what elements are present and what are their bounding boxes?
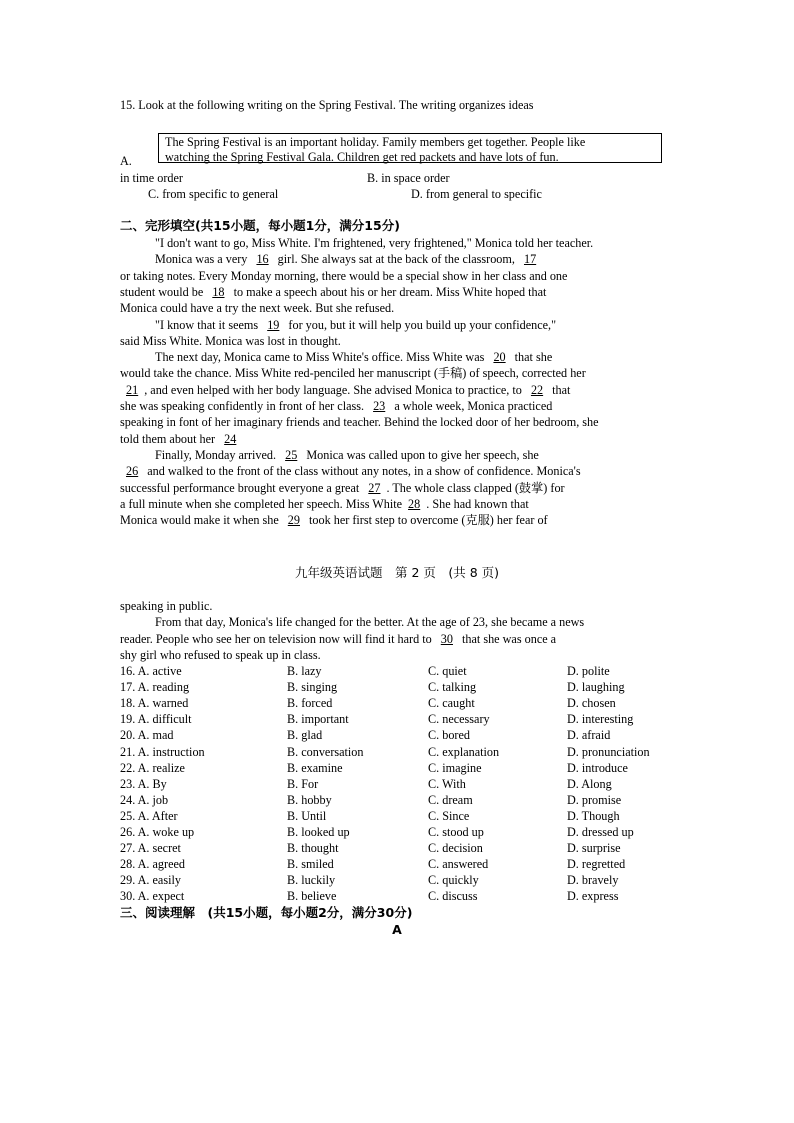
passage-text: Monica could have a try the next week. But she refused.	[120, 301, 395, 316]
passage-line	[120, 284, 546, 300]
passage-text: to make a speech about his or her dream. Miss White hoped that	[230, 284, 547, 299]
option-24-b: B. hobby	[287, 792, 332, 807]
passage-line	[120, 382, 570, 398]
passage-text: , and even helped with her body language. She advised Monica to practice, to	[144, 382, 525, 397]
blank-21: 21	[126, 382, 139, 397]
option-17-b: B. singing	[287, 680, 338, 695]
blank-23: 23	[373, 399, 386, 413]
passage-line	[120, 431, 242, 447]
option-row-23	[120, 776, 680, 792]
option-25-d: D. Though	[567, 808, 620, 823]
passage-text: "I know that it seems	[155, 317, 262, 332]
passage-line	[155, 349, 552, 365]
passage-text: girl. She always sat at the back of the classroom,	[274, 252, 518, 267]
passage-line	[155, 235, 593, 251]
option-22-d: D. introduce	[567, 760, 628, 775]
option-29-b: B. luckily	[287, 873, 336, 888]
option-row-27	[120, 840, 680, 856]
passage-text: she was speaking confidently in front of her class.	[120, 399, 368, 413]
q15-box-line1: The Spring Festival is an important holiday. Family members get together. People like	[165, 135, 586, 149]
option-row-18	[120, 695, 680, 711]
passage-text: shy girl who refused to speak up in class.	[120, 647, 321, 662]
passage-text: a whole week, Monica practiced	[391, 399, 553, 413]
option-21-d: D. pronunciation	[567, 744, 650, 759]
passage-text: speaking in public.	[120, 599, 213, 613]
option-21-b: B. conversation	[287, 744, 364, 759]
option-row-30	[120, 888, 680, 904]
option-19-a: 19. A. difficult	[120, 712, 192, 727]
page-footer: 九年级英语试题 第 2 页 (共 8 页)	[294, 565, 500, 580]
option-row-21	[120, 744, 680, 760]
option-18-d: D. chosen	[567, 696, 616, 711]
passage-line	[120, 496, 529, 512]
passage-text: and walked to the front of the class without any notes, in a show of confidence. Monica's	[144, 464, 581, 479]
passage-line	[120, 365, 586, 381]
passage-line	[120, 333, 341, 349]
passage-text: successful performance brought everyone a great	[120, 480, 363, 495]
option-21-a: 21. A. instruction	[120, 744, 205, 759]
option-26-b: B. looked up	[287, 825, 350, 839]
passage-line	[120, 647, 321, 663]
blank-24: 24	[224, 431, 237, 446]
option-18-a: 18. A. warned	[120, 696, 189, 711]
blank-19: 19	[267, 317, 280, 332]
option-16-b: B. lazy	[287, 664, 322, 678]
passage-text: told them about her	[120, 431, 219, 446]
blank-29: 29	[287, 513, 300, 528]
option-29-c: C. quickly	[428, 873, 479, 888]
passage-text: Monica was called upon to give her speech, she	[303, 447, 539, 462]
option-30-c: C. discuss	[428, 889, 478, 904]
passage-line	[120, 300, 394, 316]
passage-line	[120, 512, 548, 528]
option-24-a: 24. A. job	[120, 792, 169, 807]
passage-line	[155, 317, 556, 333]
q15-box-line2: watching the Spring Festival Gala. Children get red packets and have lots of fun.	[165, 150, 559, 164]
option-row-22	[120, 760, 680, 776]
q15-option-b: B. in space order	[367, 171, 450, 185]
passage-text: The next day, Monica came to Miss White's office. Miss White was	[155, 350, 488, 365]
option-20-d: D. afraid	[567, 728, 611, 743]
option-row-19	[120, 711, 680, 727]
option-19-d: D. interesting	[567, 712, 634, 727]
passage-line	[120, 398, 552, 414]
option-20-a: 20. A. mad	[120, 728, 174, 743]
passage-text: Finally, Monday arrived.	[155, 447, 280, 462]
blank-25: 25	[285, 447, 298, 462]
passage-text: that she	[511, 350, 553, 365]
option-19-c: C. necessary	[428, 712, 490, 727]
option-23-b: B. For	[287, 776, 319, 791]
q15-option-d: D. from general to specific	[411, 187, 542, 201]
q15-option-c: C. from specific to general	[148, 187, 279, 201]
passage-text: reader. People who see her on television now will find it hard to	[120, 631, 435, 646]
q15-writing-box	[158, 133, 662, 163]
option-26-c: C. stood up	[428, 825, 484, 839]
blank-22: 22	[530, 382, 544, 397]
option-23-a: 23. A. By	[120, 776, 167, 791]
option-25-b: B. Until	[287, 808, 327, 823]
option-29-d: D. bravely	[567, 873, 619, 888]
passage-line	[120, 414, 599, 430]
passage-line	[155, 251, 542, 267]
option-21-c: C. explanation	[428, 744, 500, 759]
option-28-a: 28. A. agreed	[120, 857, 185, 872]
option-24-c: C. dream	[428, 792, 473, 807]
option-29-a: 29. A. easily	[120, 873, 181, 888]
option-25-c: C. Since	[428, 808, 470, 823]
section2-heading: 二、完形填空(共15小题，每小题1分，满分15分)	[120, 218, 400, 233]
blank-28: 28	[408, 496, 421, 511]
passage-text: From that day, Monica's life changed for the better. At the age of 23, she became a news	[155, 615, 585, 630]
passage-text: Monica would make it when she	[120, 513, 282, 528]
option-26-a: 26. A. woke up	[120, 825, 195, 839]
option-row-26	[120, 824, 680, 840]
passage-text: that she was once a	[458, 631, 557, 646]
option-28-c: C. answered	[428, 857, 489, 872]
section3-sub: A	[392, 922, 402, 937]
q15-option-a-letter: A.	[120, 154, 132, 168]
option-22-b: B. examine	[287, 760, 343, 775]
passage-line	[155, 447, 539, 463]
option-18-b: B. forced	[287, 696, 333, 711]
option-20-c: C. bored	[428, 728, 470, 743]
option-24-d: D. promise	[567, 792, 622, 807]
option-27-c: C. decision	[428, 841, 483, 856]
option-19-b: B. important	[287, 712, 349, 727]
option-27-a: 27. A. secret	[120, 841, 181, 856]
option-25-a: 25. A. After	[120, 808, 178, 823]
blank-16: 16	[256, 252, 269, 267]
blank-20: 20	[493, 350, 506, 365]
option-row-16	[120, 663, 680, 679]
passage-text: took her first step to overcome (克服) her fear of	[305, 513, 548, 528]
option-17-c: C. talking	[428, 680, 477, 695]
blank-18: 18	[212, 284, 225, 299]
passage-line	[120, 268, 567, 284]
option-row-29	[120, 872, 680, 888]
passage-text: would take the chance. Miss White red-penciled her manuscript (手稿) of speech, corrected her	[120, 366, 586, 381]
option-27-d: D. surprise	[567, 841, 621, 856]
passage-line	[120, 463, 581, 479]
option-row-28	[120, 856, 680, 872]
passage-text: that	[549, 382, 571, 397]
option-row-20	[120, 727, 680, 743]
option-16-d: D. polite	[567, 664, 610, 678]
option-16-c: C. quiet	[428, 664, 467, 678]
option-23-c: C. With	[428, 776, 466, 791]
option-28-b: B. smiled	[287, 857, 334, 872]
blank-27: 27	[368, 480, 381, 495]
option-22-a: 22. A. realize	[120, 760, 185, 775]
option-27-b: B. thought	[287, 841, 339, 856]
passage-text: . She had known that	[426, 496, 529, 511]
option-28-d: D. regretted	[567, 857, 626, 872]
option-23-d: D. Along	[567, 776, 612, 791]
passage-text: said Miss White. Monica was lost in thought.	[120, 333, 341, 348]
passage-line	[120, 480, 565, 496]
q15-stem: 15. Look at the following writing on the Spring Festival. The writing organizes ideas	[120, 98, 534, 112]
option-26-d: D. dressed up	[567, 825, 634, 839]
option-16-a: 16. A. active	[120, 664, 182, 678]
passage-text: a full minute when she completed her speech. Miss White	[120, 496, 403, 511]
passage-text: student would be	[120, 284, 207, 299]
option-row-25	[120, 808, 680, 824]
passage-text: "I don't want to go, Miss White. I'm frightened, very frightened," Monica told her teacher.	[155, 236, 594, 250]
blank-17: 17	[523, 252, 537, 267]
passage-text: Monica was a very	[155, 252, 251, 267]
option-row-17	[120, 679, 680, 695]
option-row-24	[120, 792, 680, 808]
option-18-c: C. caught	[428, 696, 475, 711]
blank-26: 26	[126, 464, 139, 479]
passage-line	[155, 614, 584, 630]
option-22-c: C. imagine	[428, 760, 482, 775]
option-20-b: B. glad	[287, 728, 323, 743]
section3-heading: 三、阅读理解 (共15小题，每小题2分，满分30分)	[120, 905, 413, 920]
passage-text: or taking notes. Every Monday morning, there would be a special show in her class and one	[120, 268, 568, 283]
passage-text: for you, but it will help you build up your confidence,"	[285, 317, 557, 332]
passage-text: speaking in font of her imaginary friends and teacher. Behind the locked door of her bedroom, she	[120, 415, 599, 430]
option-30-d: D. express	[567, 889, 619, 904]
q15-option-a-text: in time order	[120, 171, 183, 185]
option-17-d: D. laughing	[567, 680, 625, 695]
option-30-b: B. believe	[287, 889, 337, 904]
blank-30: 30	[440, 631, 453, 646]
option-30-a: 30. A. expect	[120, 889, 185, 904]
passage-line	[120, 598, 212, 614]
option-17-a: 17. A. reading	[120, 680, 190, 695]
passage-text: . The whole class clapped (鼓掌) for	[386, 480, 565, 495]
passage-line	[120, 631, 556, 647]
